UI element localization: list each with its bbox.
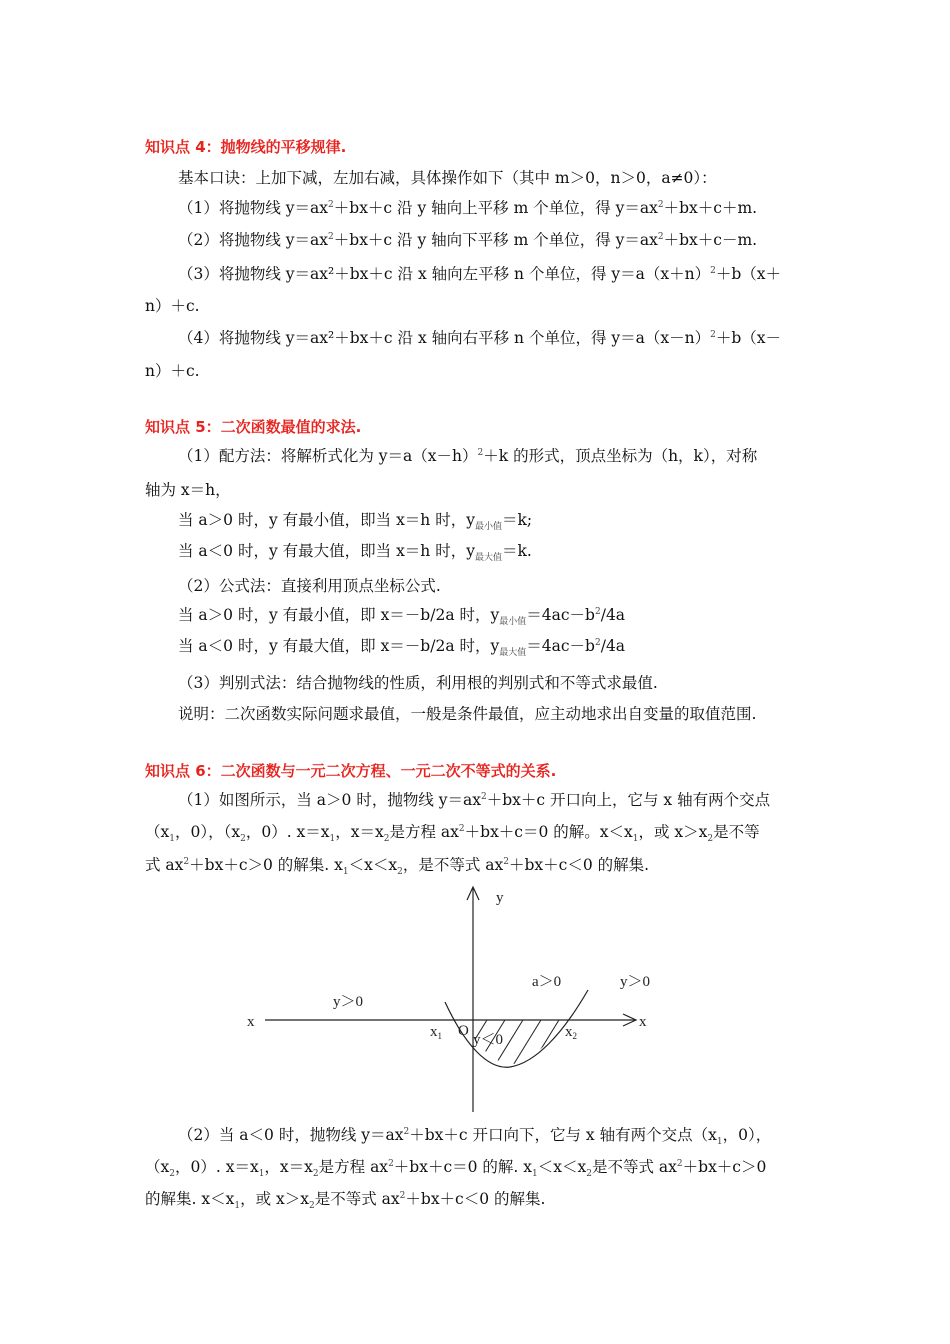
x1-label: $x_1$ xyxy=(430,1024,442,1041)
method-2-min: 当 a＞0 时，y 有最小值，即 x＝－b/2a 时，$y_{最小值}=4ac-b^2/4a$ xyxy=(178,606,626,627)
section-4-intro: 基本口诀：上加下减，左加右减，具体操作如下（其中 m＞0，n＞0，a≠0）： xyxy=(178,169,717,187)
x-axis-right-label: x xyxy=(639,1014,647,1030)
method-2-max: 当 a＜0 时，y 有最大值，即 x＝－b/2a 时，$y_{最大值}=4ac-b^2/4a$ xyxy=(178,637,626,658)
method-1-max: 当 a＜0 时，y 有最大值，即当 x＝h 时，$y_{最大值}=k$. xyxy=(178,542,532,563)
rule-4-cont: n）＋c. xyxy=(145,362,200,380)
relation-2: （2）当 a＜0 时，抛物线 $y=ax^2+bx+c$ 开口向下，它与 x 轴有两个交点（$x_1$，0）， xyxy=(178,1126,772,1147)
x-axis-left-label: x xyxy=(247,1014,255,1030)
rule-3-cont: n）＋c. xyxy=(145,297,200,315)
left-region-label: y＞0 xyxy=(333,994,364,1010)
rule-1: （1）将抛物线 $y=ax^2+bx+c$ 沿 y 轴向上平移 m 个单位，得 $y=ax^2+bx+c+m$. xyxy=(178,199,758,217)
parabola-figure xyxy=(240,880,660,1120)
parabola-diagram xyxy=(240,880,660,1120)
section-5-heading: 知识点 5：二次函数最值的求法. xyxy=(145,418,362,436)
section-4-heading: 知识点 4：抛物线的平移规律. xyxy=(145,138,347,156)
method-3: （3）判别式法：结合抛物线的性质，利用根的判别式和不等式求最值. xyxy=(178,674,658,692)
origin-label: O xyxy=(458,1023,469,1039)
relation-2-line2: （$x_2$，0）. $x=x_1$，$x=x_2$是方程 $ax^2+bx+c=0$ 的解. $x_1<x<x_2$是不等式 $ax^2+bx+c>0$ xyxy=(145,1158,767,1179)
method-1-min: 当 a＞0 时，y 有最小值，即当 x＝h 时，$y_{最小值}=k$; xyxy=(178,511,533,532)
y-axis-label: y xyxy=(496,890,504,906)
relation-1: （1）如图所示，当 a＞0 时，抛物线 $y=ax^2+bx+c$ 开口向上，它与 x 轴有两个交点 xyxy=(178,791,771,809)
relation-1-line2: （$x_1$，0），（$x_2$，0）. $x=x_1$，$x=x_2$是方程 $ax^2+bx+c=0$ 的解。$x<x_1$，或 $x>x_2$是不等 xyxy=(145,823,760,844)
a-positive-label: a＞0 xyxy=(532,974,562,990)
section-5-note: 说明：二次函数实际问题求最值，一般是条件最值，应主动地求出自变量的取值范围. xyxy=(178,705,757,723)
rule-2: （2）将抛物线 $y=ax^2+bx+c$ 沿 y 轴向下平移 m 个单位，得 $y=ax^2+bx+c-m$. xyxy=(178,231,758,249)
relation-2-line3: 的解集. $x<x_1$，或 $x>x_2$是不等式 $ax^2+bx+c<0$ 的解集. xyxy=(145,1190,546,1211)
rule-3: （3）将抛物线 y＝ax²＋bx＋c 沿 x 轴向左平移 n 个单位，得 $y=a(x+n)^2+b(x+$ xyxy=(178,265,782,283)
rule-4: （4）将抛物线 y＝ax²＋bx＋c 沿 x 轴向右平移 n 个单位，得 $y=a(x-n)^2+b(x-$ xyxy=(178,329,782,347)
below-region-label: y＜0 xyxy=(473,1032,504,1048)
section-6-heading: 知识点 6：二次函数与一元二次方程、一元二次不等式的关系. xyxy=(145,762,557,780)
x2-label: $x_2$ xyxy=(565,1024,577,1041)
relation-1-line3: 式 $ax^2+bx+c>0$ 的解集. $x_1<x<x_2$，是不等式 $ax^2+bx+c<0$ 的解集. xyxy=(145,856,650,877)
right-region-label: y＞0 xyxy=(620,974,651,990)
method-2: （2）公式法：直接利用顶点坐标公式. xyxy=(178,577,441,595)
method-1-cont: 轴为 x＝h， xyxy=(145,481,231,499)
negative-region-hatch xyxy=(450,1015,580,1080)
method-1: （1）配方法：将解析式化为 $y=a(x-h)^2+k$ 的形式，顶点坐标为（h，k），对称 xyxy=(178,447,758,465)
